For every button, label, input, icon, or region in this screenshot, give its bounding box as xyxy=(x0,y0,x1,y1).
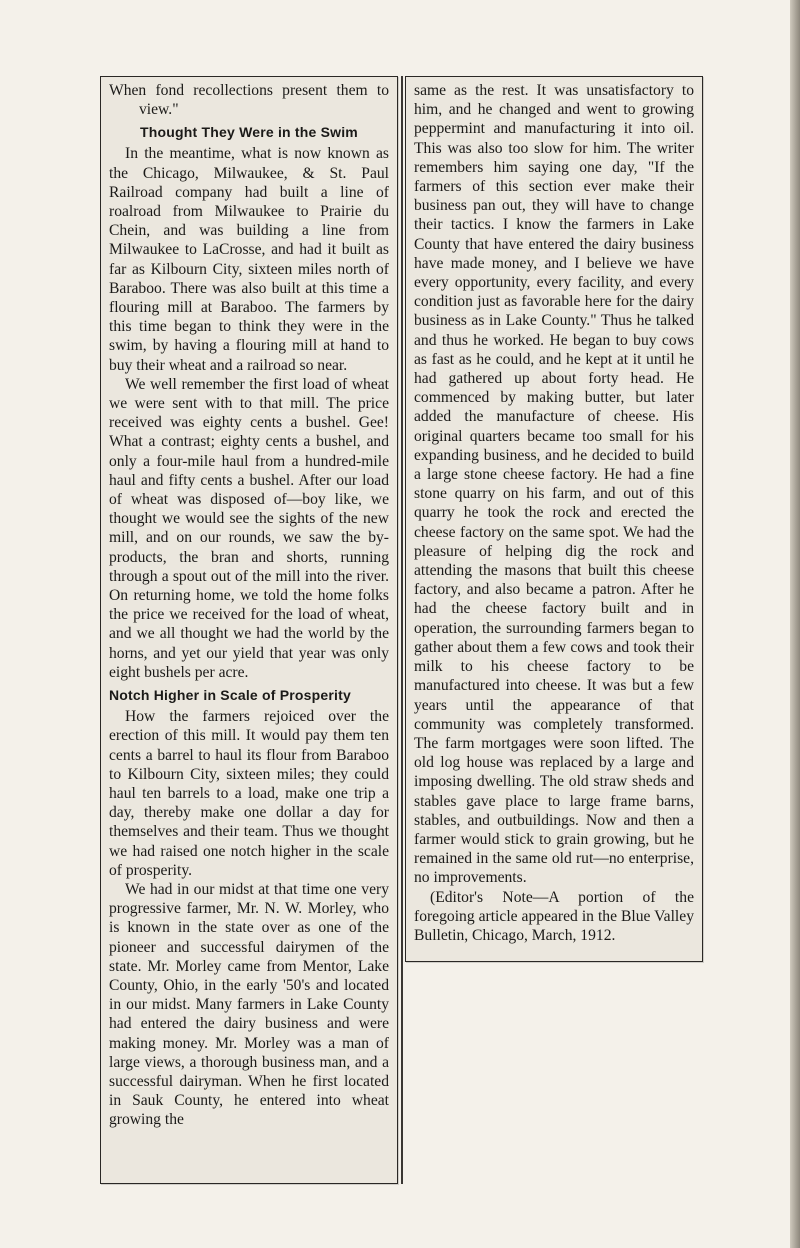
newspaper-clipping-left-column xyxy=(100,76,398,1184)
paragraph: In the meantime, what is now known as the Chicago, Milwaukee, & St. Paul Railroad company had built a line of roalroad from Milwaukee to Prairie du Chein, and was building a line from Milwaukee to LaCrosse, and had it built as far as Kilbourn City, sixteen miles north of Baraboo. There was also built at this time a flouring mill at Baraboo. The farmers by this time began to think they were in the swim, by having a flouring mill at hand to buy their wheat and a railroad so near. xyxy=(109,145,389,374)
paragraph: We had in our midst at that time one very progressive farmer, Mr. N. W. Morley, who is known in the state over as one of the pioneer and successful dairymen of the state. Mr. Morley came from Mentor, Lake County, Ohio, in the early '50's and located in our midst. Many farmers in Lake County had entered the dairy business and were making money. Mr. Morley was a man of large views, a thorough business man, and a successful dairyman. When he first located in Sauk County, he entered into wheat growing the xyxy=(109,880,389,1129)
paragraph: We well remember the first load of wheat we were sent with to that mill. The price received was eighty cents a bushel. Gee! What a contrast; eighty cents a bushel, and only a four-mile haul from a hundred-mile haul and fifty cents a bushel. After our load of wheat was disposed of—boy like, we thought we would see the sights of the new mill, and on our rounds, we saw the by-products, the bran and shorts, running through a spout out of the mill into the river. On returning home, we told the home folks the price we received for the load of wheat, and we all thought we had the world by the horns, and yet our yield that year was only eight bushels per acre. xyxy=(109,375,389,681)
newspaper-clipping-right-column xyxy=(405,76,703,962)
scan-edge xyxy=(790,0,800,1248)
paragraph: same as the rest. It was unsatisfactory to him, and he changed and went to growing peppermint and manufacturing it into oil. This was also too slow for him. The writer remembers him saying one day, "If the farmers of this section ever make their business pan out, they will have to change their tactics. I know the farmers in Lake County that have entered the dairy business have made money, and I believe we have every opportunity, every facility, and every condition just as favorable here for the dairy business as in Lake County." Thus he talked and thus he worked. He began to buy cows as fast as he could, and he kept at it until he had gathered up about forty head. He commenced by making butter, but later added the manufacture of cheese. His original quarters became too small for his expanding business, and he decided to build a large stone cheese factory. He had a fine stone quarry on his farm, and out of this quarry he took the rock and erected the cheese factory on the same spot. We had the pleasure of helping dig the rock and attending the masons that built this cheese factory, and also became a patron. After he had the cheese factory built and in operation, the surrounding farmers began to gather about them a few cows and took their milk to his cheese factory to be manufactured into cheese. It was but a few years until the appearance of that community was completely transformed. The farm mortgages were soon lifted. The old log house was replaced by a large and imposing dwelling. The old straw sheds and stables gave place to large frame barns, stables, and outbuildings. Now and then a farmer would stick to grain growing, but he remained in the same old rut—no enterprise, no improvements. xyxy=(414,82,694,887)
heading-notch-higher: Notch Higher in Scale of Prosperity xyxy=(109,687,351,704)
editor-note: (Editor's Note—A portion of the foregoing article appeared in the Blue Valley Bulletin, Chicago, March, 1912. xyxy=(414,888,694,944)
heading-thought-they-were-in-the-swim: Thought They Were in the Swim xyxy=(140,124,358,141)
paragraph: How the farmers rejoiced over the erection of this mill. It would pay them ten cents a barrel to haul its flour from Baraboo to Kilbourn City, sixteen miles; they could haul ten barrels to a load, make one trip a day, thereby make one dollar a day for themselves and their team. Thus we thought we had raised one notch higher in the scale of prosperity. xyxy=(109,708,389,879)
column-divider xyxy=(401,76,403,1184)
opening-quote: When fond recollections present them to view." xyxy=(109,82,389,119)
